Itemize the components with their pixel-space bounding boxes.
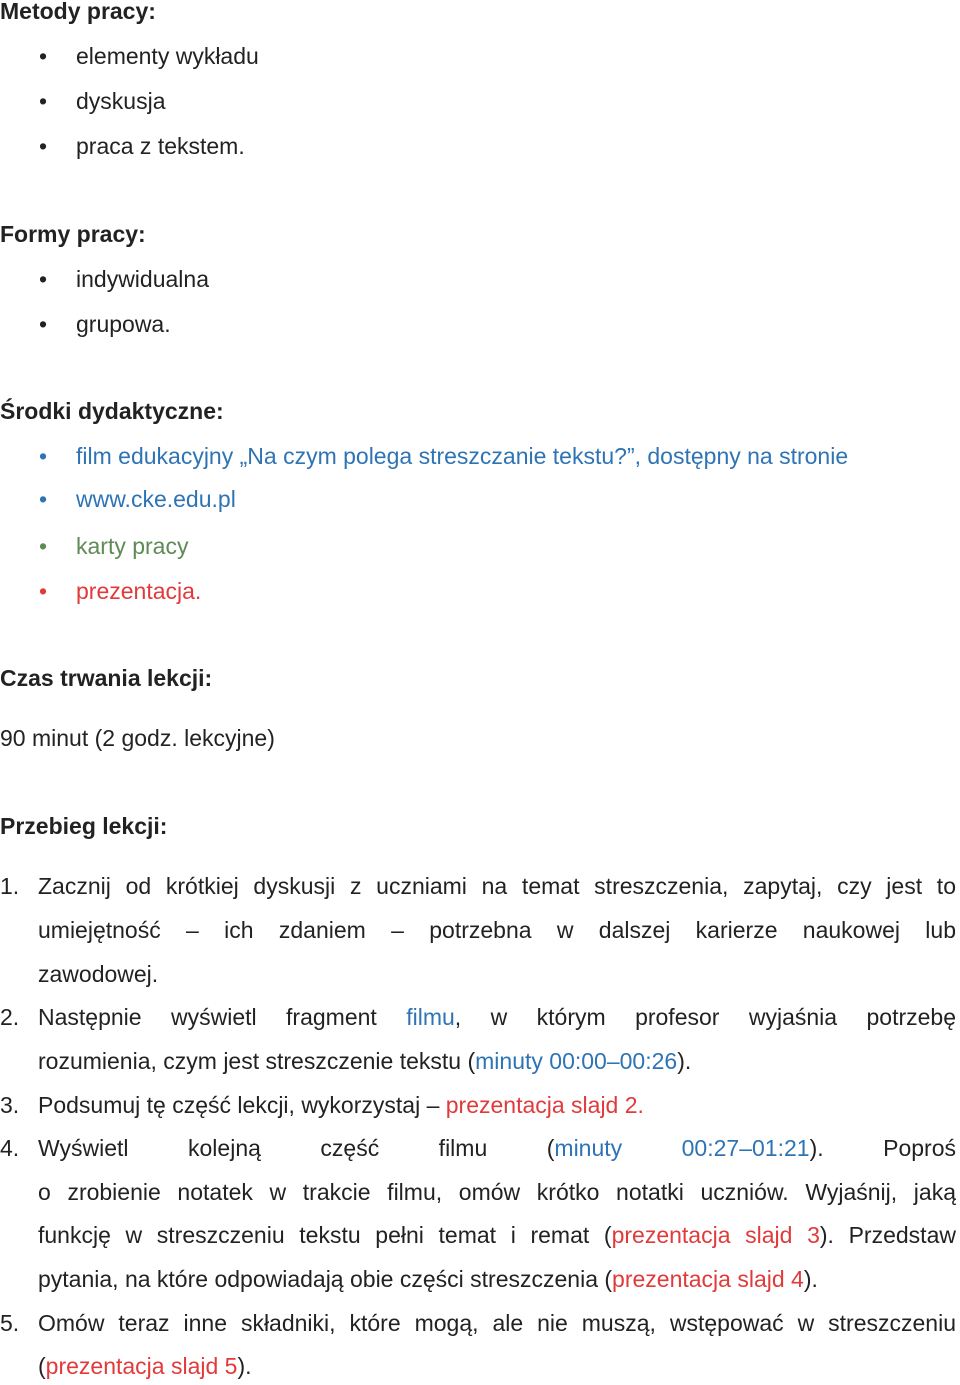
minutes-link[interactable]: minuty 00:27–01:21 bbox=[554, 1135, 810, 1161]
step5-line2: (prezentacja slajd 5). bbox=[38, 1353, 252, 1379]
step-number: 1. bbox=[0, 873, 20, 899]
step-number: 4. bbox=[0, 1135, 20, 1161]
step-number: 3. bbox=[0, 1092, 20, 1118]
slide-link[interactable]: prezentacja slajd 5 bbox=[45, 1353, 238, 1379]
list-item-continuation bbox=[76, 486, 236, 513]
step4-line2: o zrobienie notatek w trakcie filmu, omów krótko notatki uczniów. Wyjaśnij, jaką bbox=[38, 1179, 956, 1205]
course-heading: Przebieg lekcji: bbox=[0, 813, 168, 839]
list-item: • grupowa. bbox=[76, 311, 171, 338]
slide-link[interactable]: prezentacja slajd 2 bbox=[445, 1092, 638, 1118]
step2-line1: Następnie wyświetl fragment filmu, w którym profesor wyjaśnia potrzebę bbox=[38, 1004, 956, 1030]
step3-line1: Podsumuj tę część lekcji, wykorzystaj – prezentacja slajd 2. bbox=[38, 1092, 644, 1118]
means-item1-line1: film edukacyjny „Na czym polega streszczanie tekstu?”, dostępny na stronie bbox=[76, 443, 849, 469]
slide-link[interactable]: prezentacja slajd 4 bbox=[612, 1266, 804, 1292]
step1-line3: zawodowej. bbox=[38, 961, 159, 987]
list-item: • elementy wykładu bbox=[76, 43, 259, 70]
list-item: • karty pracy bbox=[76, 533, 188, 560]
means-heading: Środki dydaktyczne: bbox=[0, 398, 224, 424]
step1-line2: umiejętność – ich zdaniem – potrzebna w dalszej karierze naukowej lub bbox=[38, 917, 956, 943]
slide-link[interactable]: prezentacja slajd 3 bbox=[611, 1222, 820, 1248]
list-item: • prezentacja. bbox=[76, 578, 201, 605]
step5-line1: Omów teraz inne składniki, które mogą, ale nie muszą, wstępować w streszczeniu bbox=[38, 1310, 956, 1336]
step4-line3: funkcję w streszczeniu tekstu pełni temat i remat (prezentacja slajd 3). Przedstaw bbox=[38, 1222, 956, 1248]
step-number: 2. bbox=[0, 1004, 20, 1030]
methods-heading: Metody pracy: bbox=[0, 0, 156, 24]
step-number: 5. bbox=[0, 1310, 20, 1336]
means-item1-link[interactable]: www.cke.edu.pl bbox=[76, 486, 236, 512]
step4-line1: Wyświetl kolejną część filmu (minuty 00:27–01:21). Poproś bbox=[38, 1135, 956, 1161]
forms-heading: Formy pracy: bbox=[0, 221, 146, 247]
step2-line2: rozumienia, czym jest streszczenie tekstu (minuty 00:00–00:26). bbox=[38, 1048, 692, 1074]
list-item: • indywidualna bbox=[76, 266, 209, 293]
list-item bbox=[76, 443, 848, 470]
step4-line4: pytania, na które odpowiadają obie części streszczenia (prezentacja slajd 4). bbox=[38, 1266, 818, 1292]
duration-value: 90 minut (2 godz. lekcyjne) bbox=[0, 725, 275, 751]
film-link[interactable]: filmu bbox=[406, 1004, 455, 1030]
step1-line1: Zacznij od krótkiej dyskusji z uczniami na temat streszczenia, zapytaj, czy jest to bbox=[38, 873, 956, 899]
list-item: • praca z tekstem. bbox=[76, 133, 245, 160]
list-item: • dyskusja bbox=[76, 88, 165, 115]
minutes-link[interactable]: minuty 00:00–00:26 bbox=[475, 1048, 678, 1074]
duration-heading: Czas trwania lekcji: bbox=[0, 665, 213, 691]
